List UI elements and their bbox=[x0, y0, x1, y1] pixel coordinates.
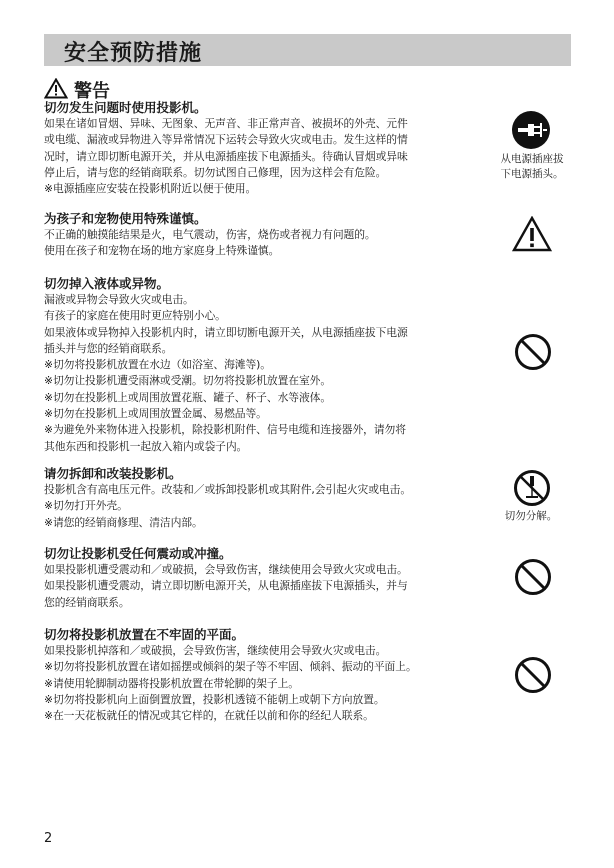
section-heading: 请勿拆卸和改装投影机。 bbox=[44, 466, 182, 481]
body-line: 有孩子的家庭在使用时更应特别小心。 bbox=[44, 309, 226, 323]
body-line: ※切勿将投影机放置在诸如摇摆或倾斜的架子等不牢固、倾斜、振动的平面上。 bbox=[44, 660, 417, 674]
section-malfunction bbox=[44, 99, 496, 197]
section-disassembly bbox=[44, 465, 496, 531]
body-line: ※请您的经销商修理、清洁内部。 bbox=[44, 515, 203, 529]
body-line: 不正确的触摸能结果是火，电气震动，伤害，烧伤或者视力有问题的。 bbox=[44, 228, 376, 241]
section-heading: 切勿让投影机受任何震动或冲撞。 bbox=[44, 546, 232, 561]
caution-triangle-icon bbox=[512, 216, 552, 256]
body-line: 如果投影机遭受震动，请立即切断电源开关，从电源插座拔下电源插头，并与 bbox=[44, 579, 408, 593]
unplug-icon bbox=[511, 110, 551, 154]
section-unstable-surface bbox=[44, 626, 496, 724]
no-disassembly-caption bbox=[500, 509, 562, 524]
caption-line: 从电源插座拔 bbox=[500, 153, 564, 165]
page-number: 2 bbox=[44, 831, 53, 846]
section-heading: 切勿掉入液体或异物。 bbox=[44, 276, 170, 291]
body-line: ※电源插座应安装在投影机附近以便于使用。 bbox=[44, 182, 257, 196]
body-line: 停止后，请与您的经销商联系。切勿试图自己修理，因为这样会有危险。 bbox=[44, 165, 387, 179]
section-heading: 为孩子和宠物使用特殊谨慎。 bbox=[44, 211, 207, 226]
body-line: 插头并与您的经销商联系。 bbox=[44, 341, 173, 355]
section-shock bbox=[44, 545, 496, 611]
prohibited-icon bbox=[514, 333, 552, 375]
prohibited-icon bbox=[514, 558, 552, 600]
body-line: ※切勿将投影机向上面倒置放置，投影机透镜不能朝上或朝下方向放置。 bbox=[44, 692, 385, 706]
caption-line: 切勿分解。 bbox=[504, 510, 558, 522]
body-line: 如果液体或异物掉入投影机内时，请立即切断电源开关，从电源插座拔下电源 bbox=[44, 325, 408, 339]
warning-label: 警告 bbox=[74, 81, 110, 102]
body-line: ※请使用轮脚制动器将投影机放置在带轮脚的架子上。 bbox=[44, 676, 299, 690]
section-heading: 切勿将投影机放置在不牢固的平面。 bbox=[44, 627, 245, 642]
unplug-caption bbox=[497, 152, 567, 182]
no-disassembly-icon bbox=[513, 469, 551, 511]
prohibited-icon bbox=[514, 656, 552, 698]
body-line: 况时，请立即切断电源开关，并从电源插座拔下电源插头。待确认冒烟或异味 bbox=[44, 149, 408, 163]
body-line: 漏液或异物会导致火灾或电击。 bbox=[44, 293, 194, 306]
body-line: 或电缆、漏液或异物进入等异常情况下运转会导致火灾或电击。发生这样的情 bbox=[44, 133, 408, 147]
title-bar bbox=[44, 34, 571, 66]
body-line: ※切勿在投影机上或周围放置金属、易燃品等。 bbox=[44, 407, 267, 421]
body-line: ※切勿让投影机遭受雨淋或受潮。切勿将投影机放置在室外。 bbox=[44, 374, 332, 388]
body-line: 如果在诸如冒烟、异味、无图象、无声音、非正常声音、被损坏的外壳、元件 bbox=[44, 117, 408, 130]
body-line: 其他东西和投影机一起放入箱内或袋子内。 bbox=[44, 439, 248, 453]
page-title: 安全预防措施 bbox=[64, 41, 203, 66]
section-liquids bbox=[44, 275, 496, 455]
body-line: 您的经销商联系。 bbox=[44, 595, 130, 609]
section-heading: 切勿发生问题时使用投影机。 bbox=[44, 100, 207, 115]
body-line: 投影机含有高电压元件。改装和／或拆卸投影机或其附件,会引起火灾或电击。 bbox=[44, 483, 412, 496]
body-line: ※切勿将投影机放置在水边（如浴室、海滩等)。 bbox=[44, 358, 271, 372]
section-children-pets bbox=[44, 210, 496, 260]
body-line: ※切勿打开外壳。 bbox=[44, 499, 128, 513]
body-line: 如果投影机掉落和／或破损，会导致伤害，继续使用会导致火灾或电击。 bbox=[44, 644, 387, 657]
body-line: ※为避免外来物体进入投影机，除投影机附件、信号电缆和连接器外，请勿将 bbox=[44, 423, 406, 437]
body-line: ※在一天花板就任的情况或其它样的，在就任以前和你的经纪人联系。 bbox=[44, 709, 374, 723]
caption-line: 下电源插头。 bbox=[500, 168, 564, 180]
warning-triangle-icon bbox=[44, 78, 68, 99]
body-line: 使用在孩子和宠物在场的地方家庭身上特殊谨慎。 bbox=[44, 244, 280, 258]
body-line: 如果投影机遭受震动和／或破损，会导致伤害，继续使用会导致火灾或电击。 bbox=[44, 563, 408, 576]
body-line: ※切勿在投影机上或周围放置花瓶、罐子、杯子、水等液体。 bbox=[44, 390, 332, 404]
